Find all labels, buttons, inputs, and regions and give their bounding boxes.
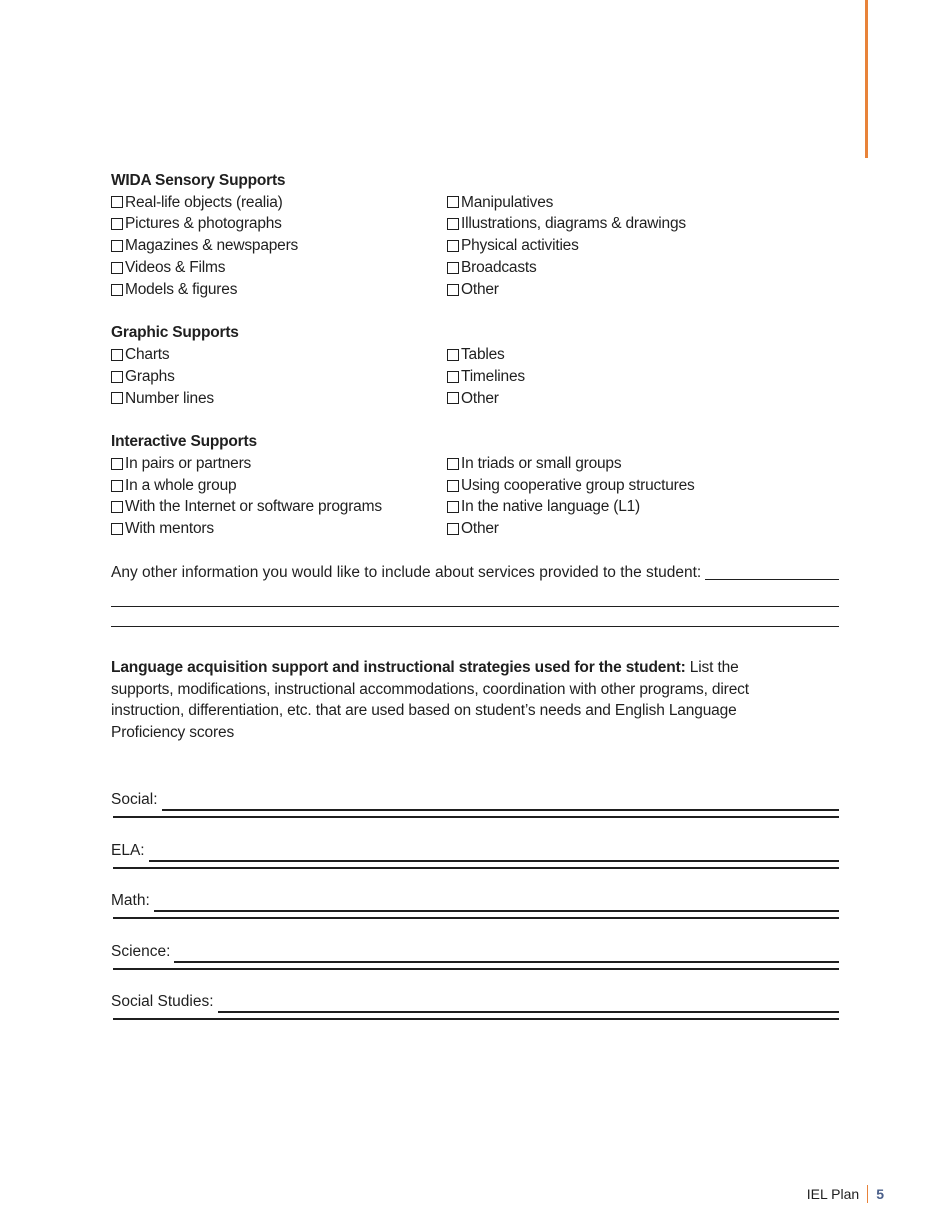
checkbox[interactable]	[447, 284, 459, 296]
checkbox-option[interactable]	[447, 213, 839, 235]
checkbox[interactable]	[111, 458, 123, 470]
checkbox-option[interactable]	[111, 192, 447, 214]
subject-input-line-2[interactable]	[113, 968, 839, 970]
checkbox-option[interactable]	[447, 475, 839, 497]
subject-input-line-1[interactable]	[162, 809, 839, 811]
checkbox-label: Number lines	[125, 389, 214, 407]
checkbox-label: Illustrations, diagrams & drawings	[461, 215, 686, 233]
checkbox-label: Other	[461, 389, 499, 407]
checkbox-option[interactable]	[111, 453, 447, 475]
checkbox-grid	[111, 344, 839, 409]
checkbox-label: With the Internet or software programs	[125, 498, 382, 516]
checkbox-option[interactable]	[111, 388, 447, 410]
checkbox-label: In triads or small groups	[461, 454, 622, 472]
checkbox[interactable]	[111, 262, 123, 274]
checkbox-option[interactable]	[447, 453, 839, 475]
checkbox[interactable]	[111, 218, 123, 230]
checkbox-label: Real-life objects (realia)	[125, 193, 283, 211]
checkbox-label: Magazines & newspapers	[125, 237, 299, 255]
other-info-block	[111, 562, 839, 627]
page-number: 5	[876, 1186, 884, 1202]
subject-input-line-1[interactable]	[218, 1011, 839, 1013]
checkbox[interactable]	[447, 480, 459, 492]
checkbox[interactable]	[447, 501, 459, 513]
checkbox[interactable]	[447, 458, 459, 470]
checkbox-label: Videos & Films	[125, 258, 226, 276]
checkbox-option[interactable]	[111, 213, 447, 235]
section-interactive-supports	[111, 431, 839, 540]
checkbox[interactable]	[111, 371, 123, 383]
other-info-input-line-3[interactable]	[111, 626, 839, 627]
checkbox-option[interactable]	[111, 496, 447, 518]
subject-field-social-studies	[111, 991, 839, 1042]
subject-input-line-2[interactable]	[113, 867, 839, 869]
subject-label: Math:	[111, 892, 150, 910]
checkbox[interactable]	[447, 371, 459, 383]
support-sections	[111, 170, 839, 540]
checkbox-grid	[111, 453, 839, 540]
checkbox[interactable]	[447, 196, 459, 208]
checkbox[interactable]	[111, 501, 123, 513]
section-title: WIDA Sensory Supports	[111, 172, 286, 189]
checkbox-label: Tables	[461, 345, 505, 363]
checkbox-option[interactable]	[111, 257, 447, 279]
checkbox-grid	[111, 192, 839, 301]
checkbox-option[interactable]	[447, 279, 839, 301]
checkbox-label: In a whole group	[125, 476, 237, 494]
accent-bar	[865, 0, 868, 158]
subject-input-line-2[interactable]	[113, 1018, 839, 1020]
subject-input-line-1[interactable]	[154, 910, 839, 912]
section-wida-sensory-supports	[111, 170, 839, 300]
checkbox-label: Models & figures	[125, 280, 238, 298]
checkbox[interactable]	[447, 240, 459, 252]
subject-label: ELA:	[111, 841, 145, 859]
checkbox-label: Pictures & photographs	[125, 215, 282, 233]
checkbox-label: Broadcasts	[461, 258, 537, 276]
checkbox[interactable]	[111, 480, 123, 492]
subject-fields	[111, 789, 839, 1042]
checkbox-option[interactable]	[447, 366, 839, 388]
checkbox-label: Charts	[125, 345, 170, 363]
checkbox-label: Other	[461, 280, 499, 298]
subject-label: Social:	[111, 791, 158, 809]
subject-line	[111, 840, 839, 862]
subject-label: Science:	[111, 942, 171, 960]
checkbox-label: Using cooperative group structures	[461, 476, 695, 494]
checkbox-label: In pairs or partners	[125, 454, 252, 472]
checkbox-option[interactable]	[111, 279, 447, 301]
checkbox-label: Graphs	[125, 367, 175, 385]
page-footer	[807, 1185, 884, 1203]
other-info-input-line-2[interactable]	[111, 606, 839, 607]
checkbox-option[interactable]	[447, 388, 839, 410]
section-title: Graphic Supports	[111, 324, 239, 342]
other-info-input-line-1[interactable]	[705, 579, 839, 580]
subject-input-line-1[interactable]	[149, 860, 839, 862]
checkbox-label: Manipulatives	[461, 193, 554, 211]
subject-line	[111, 991, 839, 1013]
checkbox-label: Physical activities	[461, 237, 579, 255]
checkbox-option[interactable]	[447, 235, 839, 257]
checkbox-label: Other	[461, 520, 499, 538]
checkbox[interactable]	[111, 523, 123, 535]
checkbox[interactable]	[447, 392, 459, 404]
checkbox-option[interactable]	[111, 475, 447, 497]
subject-field-science	[111, 941, 839, 992]
checkbox-option[interactable]	[447, 257, 839, 279]
checkbox[interactable]	[111, 196, 123, 208]
checkbox[interactable]	[111, 284, 123, 296]
subject-line	[111, 890, 839, 912]
subject-field-ela	[111, 840, 839, 891]
language-support-body: List the supports, modifications, instructional accommodations, coordination with other programs, direct instruction, differentiation, etc. that are used based on student’s needs and English Language Proficiency scores	[111, 659, 749, 741]
footer-divider	[867, 1185, 868, 1203]
subject-input-line-2[interactable]	[113, 917, 839, 919]
checkbox-option[interactable]	[447, 496, 839, 518]
checkbox-option[interactable]	[447, 192, 839, 214]
language-support-instructions	[111, 657, 791, 743]
section-graphic-supports	[111, 322, 839, 409]
checkbox-option[interactable]	[111, 366, 447, 388]
checkbox-option[interactable]	[447, 344, 839, 366]
checkbox[interactable]	[447, 349, 459, 361]
checkbox-label: With mentors	[125, 520, 214, 538]
subject-field-social	[111, 789, 839, 840]
form-content	[111, 170, 839, 1042]
checkbox[interactable]	[447, 523, 459, 535]
checkbox-option[interactable]	[111, 235, 447, 257]
footer-doc-title: IEL Plan	[806, 1186, 860, 1202]
checkbox[interactable]	[111, 392, 123, 404]
checkbox[interactable]	[111, 349, 123, 361]
subject-line	[111, 941, 839, 963]
checkbox[interactable]	[111, 240, 123, 252]
subject-label: Social Studies:	[111, 993, 214, 1011]
checkbox-option[interactable]	[111, 344, 447, 366]
checkbox[interactable]	[447, 262, 459, 274]
subject-field-math	[111, 890, 839, 941]
checkbox[interactable]	[447, 218, 459, 230]
subject-input-line-2[interactable]	[113, 816, 839, 818]
checkbox-option[interactable]	[111, 518, 447, 540]
subject-input-line-1[interactable]	[174, 961, 839, 963]
checkbox-label: Timelines	[461, 367, 525, 385]
other-info-line	[111, 562, 839, 584]
checkbox-option[interactable]	[447, 518, 839, 540]
language-support-heading: Language acquisition support and instructional strategies used for the student:	[111, 659, 686, 677]
other-info-label: Any other information you would like to include about services provided to the student:	[111, 564, 702, 582]
subject-line	[111, 789, 839, 811]
checkbox-label: In the native language (L1)	[461, 498, 641, 516]
section-title: Interactive Supports	[111, 433, 257, 451]
